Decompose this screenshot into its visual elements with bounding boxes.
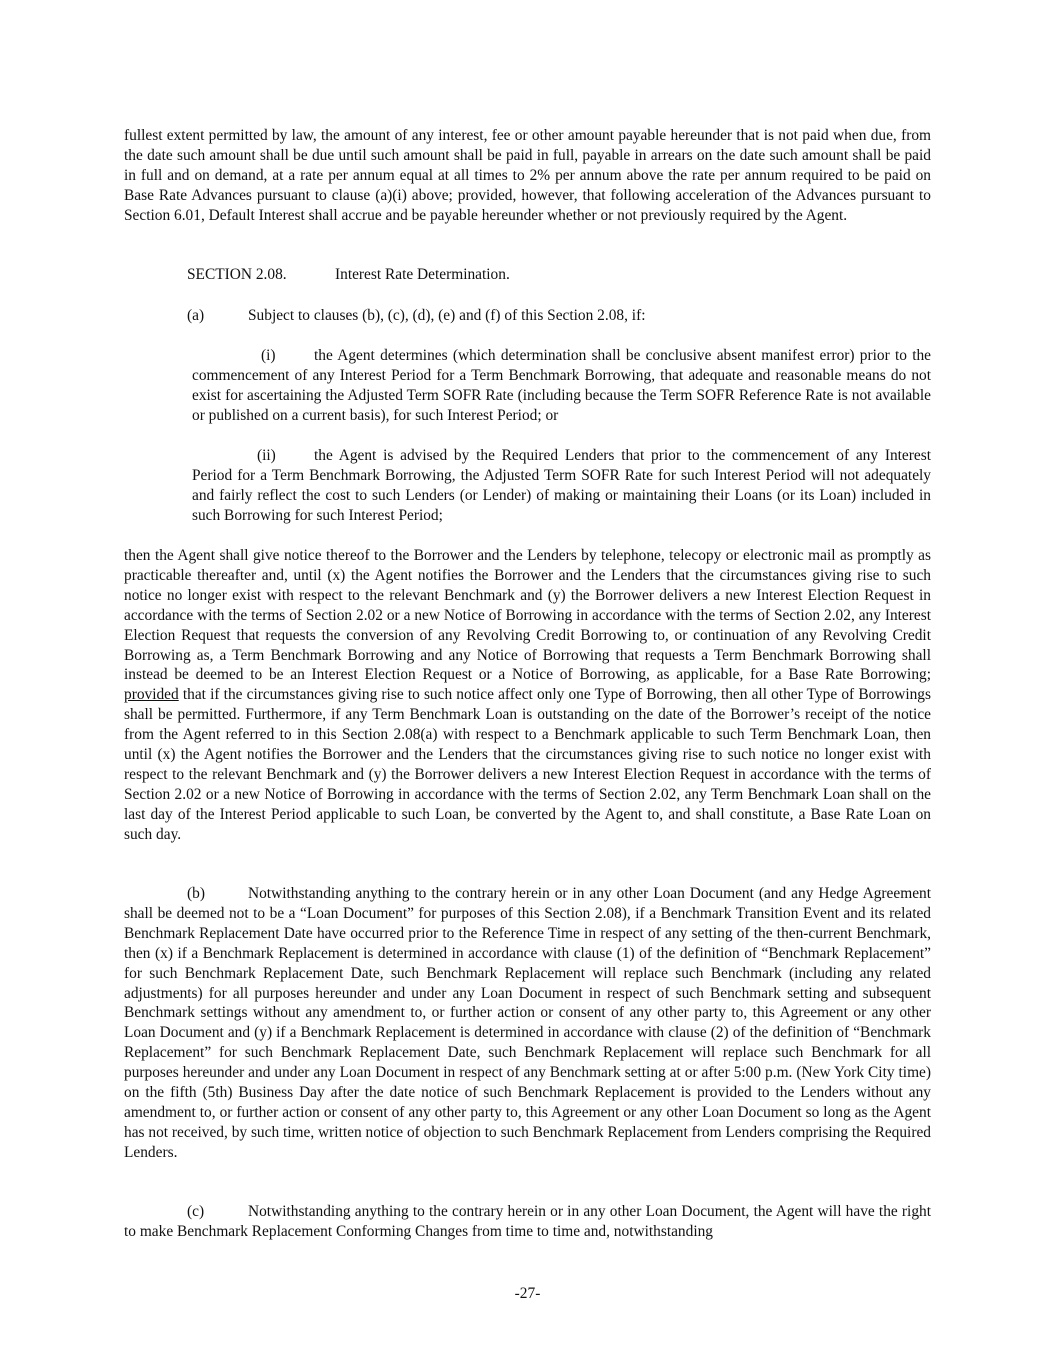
provided-term: provided [124, 686, 179, 704]
clause-b-text: Notwithstanding anything to the contrary herein or in any other Loan Document (and any Hedge Agreement shall be deemed not to be a “Loan Document” for purposes of this Section 2.08), if a Benchmark Transition Event and its related Benchmark Replacement Date have occurred prior to the Reference Time in respect of any setting of the then-current Benchmark, then (x) if a Benchmark Replacement is determined in accordance with clause (1) of the definition of “Benchmark Replacement” for such Benchmark Replacement Date, such Benchmark Replacement will replace such Benchmark (including any related adjustments) for all purposes hereunder and under any Loan Document in respect of such Benchmark setting and subsequent Benchmark settings without any amendment to, or further action or consent of any other party to, this Agreement or any other Loan Document and (y) if a Benchmark Replacement is determined in accordance with clause (2) of the definition of “Benchmark Replacement” for such Benchmark Replacement Date, such Benchmark Replacement will replace such Benchmark for all purposes hereunder and under any Loan Document in respect of any Benchmark setting at or after 5:00 p.m. (New York City time) on the fifth (5th) Business Day after the date notice of such Benchmark Replacement is provided to the Lenders without any amendment to, or further action or consent of any other party to, this Agreement or any other Loan Document so long as the Agent has not received, by such time, written notice of objection to such Benchmark Replacement from Lenders comprising the Required Lenders. [124, 885, 931, 1161]
sub-clause-i-label: (i) [261, 347, 276, 364]
clause-b-label: (b) [187, 885, 205, 902]
sub-clause-ii-label: (ii) [257, 447, 276, 464]
clause-a-text: Subject to clauses (b), (c), (d), (e) and (f) of this Section 2.08, if: [248, 307, 646, 324]
clause-a-label: (a) [187, 307, 205, 324]
sub-clause-ii-text: the Agent is advised by the Required Lenders that prior to the commencement of any Interest Period for a Term Benchmark Borrowing, the Adjusted Term SOFR Rate for such Interest Period will not adequately and fairly reflect the cost to such Lenders (or Lender) of making or maintaining their Loans (or its Loan) included in such Borrowing for such Interest Period; [192, 447, 931, 524]
then-paragraph-part1: then the Agent shall give notice thereof to the Borrower and the Lenders by telephone, telecopy or electronic mail as promptly as practicable thereafter and, until (x) the Agent notifies the Borrower and the Lenders that the circumstances giving rise to such notice no longer exist with respect to the relevant Benchmark and (y) the Borrower delivers a new Interest Election Request in accordance with the terms of Section 2.02 or a new Notice of Borrowing in accordance with the terms of Section 2.02, any Interest Election Request that requests the conversion of any Revolving Credit Borrowing to, or continuation of any Revolving Credit Borrowing as, a Term Benchmark Borrowing and any Notice of Borrowing that requests a Term Benchmark Borrowing shall instead be deemed to be an Interest Election Request or a Notice of Borrowing, as applicable, for a Base Rate Borrowing; [124, 547, 931, 684]
clause-a [187, 306, 645, 326]
intro-paragraph: fullest extent permitted by law, the amount of any interest, fee or other amount payable hereunder that is not paid when due, from the date such amount shall be due until such amount shall be paid in full, payable in arrears on the date such amount shall be paid in full and on demand, at a rate per annum equal at all times to 2% per annum above the rate per annum required to be paid on Base Rate Advances pursuant to clause (a)(i) above; provided, however, that following acceleration of the Advances pursuant to Section 6.01, Default Interest shall accrue and be payable hereunder whether or not previously required by the Agent. [124, 127, 931, 224]
sub-clause-ii [192, 446, 931, 526]
then-paragraph [124, 546, 931, 845]
sub-clause-i [192, 346, 931, 426]
section-number: SECTION 2.08. [187, 266, 287, 283]
clause-c-label: (c) [187, 1203, 205, 1220]
page-number: -27- [514, 1285, 541, 1302]
then-paragraph-part2: that if the circumstances giving rise to such notice affect only one Type of Borrowing, then all other Type of Borrowings shall be permitted. Furthermore, if any Term Benchmark Loan is outstanding on the date of the Borrower’s receipt of the notice from the Agent referred to in this Section 2.08(a) with respect to a Benchmark applicable to such Term Benchmark Loan, then until (x) the Agent notifies the Borrower and the Lenders that the circumstances giving rise to such notice no longer exist with respect to the relevant Benchmark and (y) the Borrower delivers a new Interest Election Request in accordance with the terms of Section 2.02 or a new Notice of Borrowing in accordance with the terms of Section 2.02, any Term Benchmark Loan shall on the last day of the Interest Period applicable to such Loan, be converted by the Agent to, and shall constitute, a Base Rate Loan on such day. [124, 686, 931, 843]
clause-c-text: Notwithstanding anything to the contrary herein or in any other Loan Document, the Agent will have the right to make Benchmark Replacement Conforming Changes from time to time and, notwithstanding [124, 1203, 931, 1240]
clause-b [124, 884, 931, 1163]
section-heading [187, 265, 510, 285]
sub-clause-i-text: the Agent determines (which determination shall be conclusive absent manifest error) prior to the commencement of any Interest Period for a Term Benchmark Borrowing, that adequate and reasonable means do not exist for ascertaining the Adjusted Term SOFR Rate (including because the Term SOFR Reference Rate is not available or published on a current basis), for such Interest Period; or [192, 347, 931, 424]
section-title: Interest Rate Determination. [335, 266, 510, 283]
clause-c [124, 1202, 931, 1242]
